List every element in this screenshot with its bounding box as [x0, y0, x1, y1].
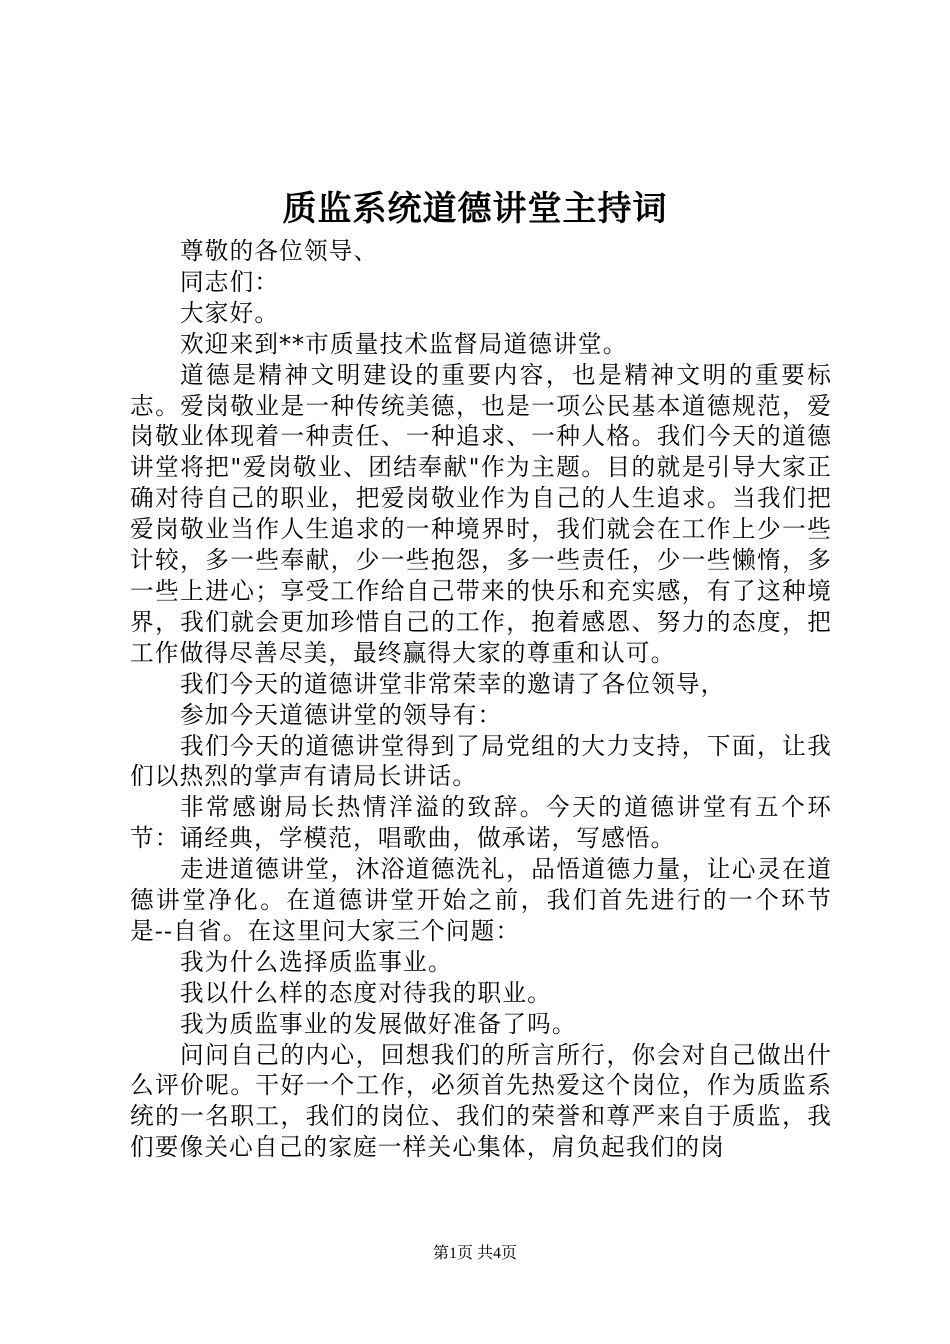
paragraph-greeting: 大家好。 — [180, 298, 280, 327]
paragraph-comrades: 同志们： — [180, 267, 280, 296]
page-number-footer: 第1页 共4页 — [432, 1245, 517, 1262]
paragraph-question-3: 我为质监事业的发展做好准备了吗。 — [180, 1009, 577, 1038]
paragraph-question-2: 我以什么样的态度对待我的职业。 — [180, 978, 552, 1007]
document-body — [130, 236, 832, 1163]
paragraph-five-sections: 非常感谢局长热情洋溢的致辞。今天的道德讲堂有五个环节：诵经典，学模范，唱歌曲，做承诺，写感悟。 — [130, 793, 832, 853]
paragraph-question-1: 我为什么选择质监事业。 — [180, 947, 453, 976]
paragraph-reflection: 问问自己的内心，回想我们的所言所行，你会对自己做出什么评价呢。干好一个工作，必须首先热爱这个岗位，作为质监系统的一名职工，我们的岗位、我们的荣誉和尊严来自于质监，我们要像关心自己的家庭一样关心集体，肩负起我们的岗 — [130, 1040, 832, 1162]
paragraph-director-speech: 我们今天的道德讲堂得到了局党组的大力支持，下面，让我们以热烈的掌声有请局长讲话。 — [130, 731, 832, 791]
document-title: 质监系统道德讲堂主持词 — [282, 189, 668, 229]
paragraph-theme: 道德是精神文明建设的重要内容，也是精神文明的重要标志。爱岗敬业是一种传统美德，也是一项公民基本道德规范，爱岗敬业体现着一种责任、一种追求、一种人格。我们今天的道德讲堂将把"爱岗敬业、团结奉献"作为主题。目的就是引导大家正确对待自己的职业，把爱岗敬业作为自己的人生追求。当我们把爱岗敬业当作人生追求的一种境界时，我们就会在工作上少一些计较，多一些奉献，少一些抱怨，多一些责任，少一些懒惰，多一些上进心；享受工作给自己带来的快乐和充实感，有了这种境界，我们就会更加珍惜自己的工作，抱着感恩、努力的态度，把工作做得尽善尽美，最终赢得大家的尊重和认可。 — [130, 360, 832, 667]
paragraph-invited-leaders: 我们今天的道德讲堂非常荣幸的邀请了各位领导， — [180, 669, 726, 698]
paragraph-salutation: 尊敬的各位领导、 — [180, 237, 379, 265]
paragraph-self-reflection: 走进道德讲堂，沐浴道德洗礼，品悟道德力量，让心灵在道德讲堂净化。在道德讲堂开始之前，我们首先进行的一个环节是--自省。在这里问大家三个问题： — [130, 855, 832, 945]
paragraph-welcome: 欢迎来到**市质量技术监督局道德讲堂。 — [180, 329, 628, 358]
paragraph-leaders-list: 参加今天道德讲堂的领导有： — [180, 700, 503, 729]
